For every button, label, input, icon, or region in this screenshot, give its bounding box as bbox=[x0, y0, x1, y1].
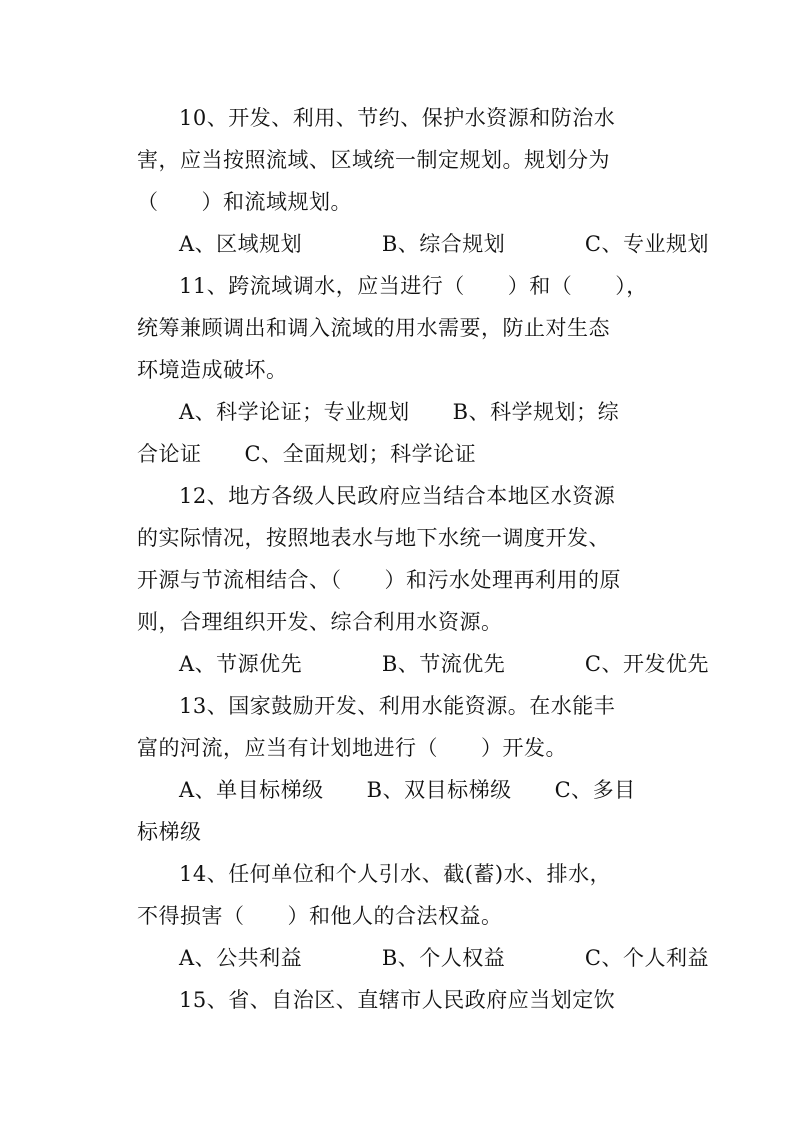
q14-option-c: C、个人利益 bbox=[584, 946, 709, 970]
q11-options-line-2: 合论证 C、全面规划；科学论证 bbox=[137, 442, 477, 466]
q11-stem-line-3: 环境造成破坏。 bbox=[137, 358, 288, 382]
q10-stem-line-1: 10、开发、利用、节约、保护水资源和防治水 bbox=[179, 106, 616, 130]
q12-stem-line-2: 的实际情况，按照地表水与地下水统一调度开发、 bbox=[137, 526, 610, 550]
q13-stem-line-2: 富的河流，应当有计划地进行（ ）开发。 bbox=[137, 736, 567, 760]
q12-options bbox=[179, 650, 709, 678]
q12-option-a: A、节源优先 bbox=[179, 652, 303, 676]
q12-stem-line-1: 12、地方各级人民政府应当结合本地区水资源 bbox=[179, 484, 616, 508]
q12-stem-line-3: 开源与节流相结合、（ ）和污水处理再利用的原 bbox=[137, 568, 621, 592]
q13-stem-line-1: 13、国家鼓励开发、利用水能资源。在水能丰 bbox=[179, 694, 616, 718]
q11-stem-line-1: 11、跨流域调水，应当进行（ ）和（ ）， bbox=[179, 274, 648, 298]
q11-options-line-1: A、科学论证；专业规划 B、科学规划；综 bbox=[179, 400, 620, 424]
q13-options-line-1: A、单目标梯级 B、双目标梯级 C、多目 bbox=[179, 778, 636, 802]
q10-stem-line-3: （ ）和流域规划。 bbox=[137, 190, 352, 214]
q11-stem-line-2: 统筹兼顾调出和调入流域的用水需要，防止对生态 bbox=[137, 316, 610, 340]
q10-options bbox=[179, 230, 709, 258]
q14-stem-line-1: 14、任何单位和个人引水、截(蓄)水、排水， bbox=[179, 862, 612, 886]
q14-options bbox=[179, 944, 709, 972]
q10-option-b: B、综合规划 bbox=[381, 232, 506, 256]
q13-options-line-2: 标梯级 bbox=[137, 820, 202, 844]
q10-stem-line-2: 害，应当按照流域、区域统一制定规划。规划分为 bbox=[137, 148, 610, 172]
q12-stem-line-4: 则，合理组织开发、综合利用水资源。 bbox=[137, 610, 503, 634]
q12-option-c: C、开发优先 bbox=[584, 652, 709, 676]
q14-option-a: A、公共利益 bbox=[179, 946, 303, 970]
q12-option-b: B、节流优先 bbox=[381, 652, 506, 676]
q10-option-a: A、区域规划 bbox=[179, 232, 303, 256]
q15-stem-line-1: 15、省、自治区、直辖市人民政府应当划定饮 bbox=[179, 988, 616, 1012]
q14-option-b: B、个人权益 bbox=[381, 946, 506, 970]
q10-option-c: C、专业规划 bbox=[584, 232, 709, 256]
q14-stem-line-2: 不得损害（ ）和他人的合法权益。 bbox=[137, 904, 503, 928]
